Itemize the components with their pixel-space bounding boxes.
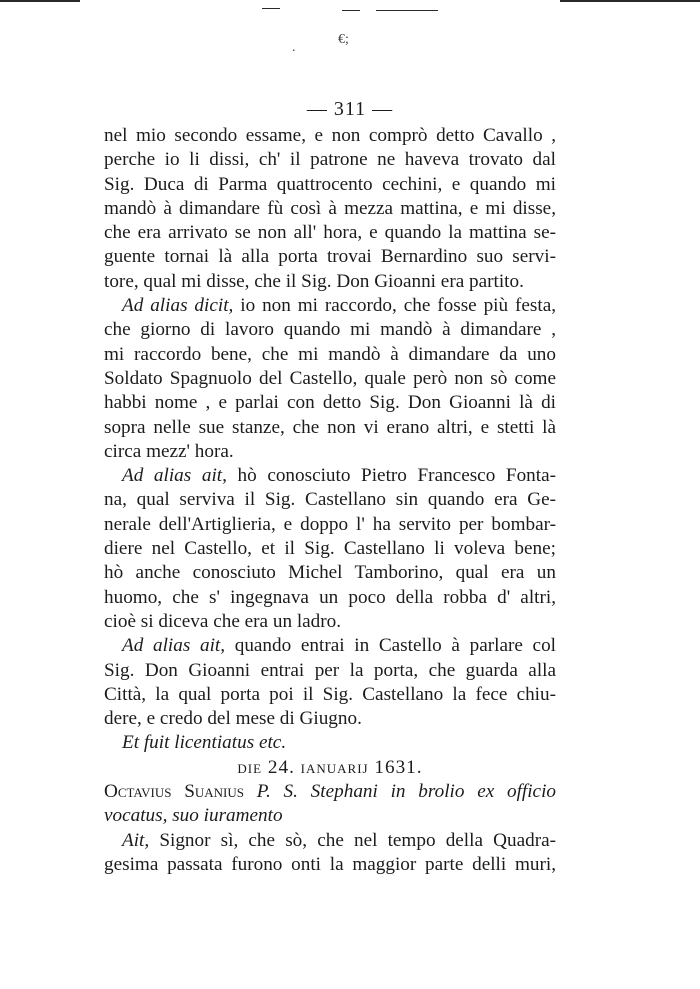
line-text: diere nel Castello, et il Sig. Castellano li voleva bene; <box>104 538 556 560</box>
line-text: tore, qual mi disse, che il Sig. Don Gioanni era partito. <box>104 270 524 292</box>
witness-line-2: vocatus, suo iuramento <box>104 805 283 827</box>
page-body <box>104 124 556 877</box>
text-line <box>104 829 556 853</box>
text-line <box>104 683 556 707</box>
line-text: Sig. Duca di Parma quattrocento cechini, e quando mi <box>104 173 556 195</box>
line-text: perche io li dissi, ch' il patrone ne haveva trovato dal <box>104 149 556 171</box>
text-line <box>104 440 556 464</box>
text-line <box>104 294 556 318</box>
line-text: huomo, che s' ingegnava un poco della robba d' altri, <box>104 586 556 608</box>
text-line <box>104 270 556 294</box>
text-line <box>104 367 556 391</box>
text-line <box>104 173 556 197</box>
line-text: circa mezz' hora. <box>104 440 234 462</box>
line-text: Città, la qual porta poi il Sig. Castellano la fece chiu- <box>104 683 556 705</box>
top-rule-mid <box>262 8 280 9</box>
text-line <box>104 464 556 488</box>
line-text: hò anche conosciuto Michel Tamborino, qual era un <box>104 562 556 584</box>
line-text: guente tornai là alla porta trovai Bernardino suo servi- <box>104 246 556 268</box>
text-line <box>104 318 556 342</box>
text-line <box>104 731 556 755</box>
text-line <box>104 513 556 537</box>
italic-lead: Et fuit licentiatus etc. <box>122 732 287 754</box>
line-text: nel mio secondo essame, e non comprò detto Cavallo , <box>104 125 556 146</box>
top-rule-right-3 <box>560 0 700 2</box>
line-text: Soldato Spagnuolo del Castello, quale però non sò come <box>104 367 556 389</box>
top-rule-right-2 <box>376 10 438 11</box>
line-text: Signor sì, che sò, che nel tempo della Quadra- <box>149 829 556 851</box>
top-rule-left <box>0 0 80 2</box>
italic-lead: Ait, <box>122 829 150 851</box>
line-text: gesima passata furono onti la maggior parte delli muri, <box>104 853 556 875</box>
text-line <box>104 561 556 585</box>
top-rule-right-1 <box>342 10 360 11</box>
witness-name: Octavius Suanius <box>104 781 245 803</box>
italic-lead: Ad alias dicit, <box>122 295 234 317</box>
line-text: quando entrai in Castello à parlare col <box>225 635 556 657</box>
text-line <box>104 197 556 221</box>
text-line <box>104 707 556 731</box>
text-line <box>104 245 556 269</box>
speck-dot: . <box>292 40 296 55</box>
page-number: — 311 — <box>306 98 394 120</box>
top-speck-mark: €; <box>338 32 349 47</box>
text-line <box>104 148 556 172</box>
line-text: sopra nelle sue stanze, che non vi erano altri, e stetti là <box>104 416 556 438</box>
line-text: mi raccordo bene, che mi mandò à dimandare da uno <box>104 343 556 365</box>
text-line <box>104 343 556 367</box>
witness-title: P. S. Stephani in brolio ex officio <box>244 781 557 803</box>
line-text: hò conosciuto Pietro Francesco Fonta- <box>226 465 556 487</box>
line-text: nerale dell'Artiglieria, e doppo l' ha servito per bombar- <box>104 513 556 535</box>
text-line <box>104 221 556 245</box>
text-line <box>104 586 556 610</box>
line-text: na, qual serviva il Sig. Castellano sin quando era Ge- <box>104 489 556 511</box>
text-line <box>104 391 556 415</box>
line-text: cioè si diceva che era un ladro. <box>104 610 342 632</box>
text-line <box>104 634 556 658</box>
text-line <box>104 124 556 148</box>
italic-lead: Ad alias ait, <box>122 465 227 487</box>
line-text: che era arrivato se non all' hora, e quando la mattina se- <box>104 222 556 244</box>
witness-line-1 <box>104 780 556 804</box>
text-line <box>104 853 556 877</box>
line-text: che giorno di lavoro quando mi mandò à dimandare , <box>104 319 556 341</box>
text-line <box>104 659 556 683</box>
line-text: io non mi raccordo, che fosse più festa, <box>233 295 557 317</box>
italic-lead: Ad alias ait, <box>122 635 226 657</box>
text-line <box>104 537 556 561</box>
line-text: mandò à dimandare fù così à mezza mattina, e mi disse, <box>104 197 556 219</box>
line-text: Sig. Don Gioanni entrai per la porta, che guarda alla <box>104 659 556 681</box>
line-text: dere, e credo del mese di Giugno. <box>104 708 362 730</box>
text-line <box>104 610 556 634</box>
text-line <box>104 488 556 512</box>
line-text: habbi nome , e parlai con detto Sig. Don Gioanni là di <box>104 392 556 414</box>
date-heading: die 24. ianuarij 1631. <box>237 756 423 778</box>
text-line <box>104 416 556 440</box>
